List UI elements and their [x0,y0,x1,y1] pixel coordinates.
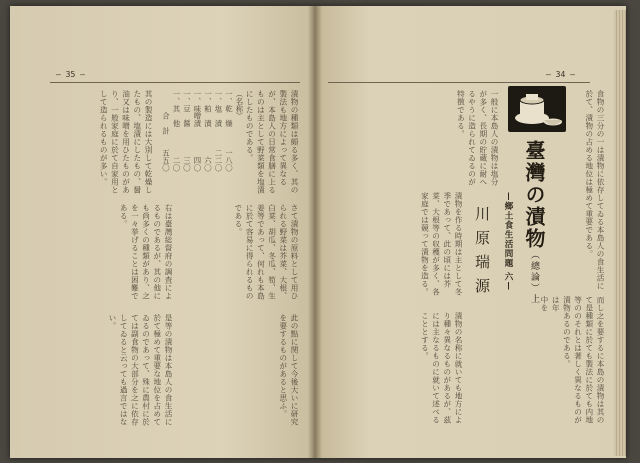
page-number-left: — 35 — [56,70,85,79]
table-row: 合 計 五五〇 [161,90,171,172]
left-page [10,6,314,458]
author-name: 川原瑞源 [473,206,491,302]
right-page [314,6,626,458]
page-number-right: — 34 — [546,70,575,79]
text-column: 其の製造には大別して乾燥したもの、塩漬にしたもの、醤油又は味噌を用ひたものがあり、一般家庭に於て自家用として造られるものが多い。 [99,90,153,194]
text-column: 食物の三分の一は漬物に依存してゐる本島人の食生活に於て、漬物の占める地位は極めて重要である。 [584,90,605,290]
table-row: 一、粕 漬 六〇 [203,90,213,172]
table-header: （名称） [235,90,244,120]
text-column: 之を要するに本島の漬物は其の種類に於ても製法に於ても内地のそれとは著しく異なるものがあるのである。 [562,312,605,424]
book-gutter [308,6,322,458]
table-row: 一、味噌漬 四〇 [193,90,202,172]
text-column: 是等の漬物は本島人の食生活に於て極めて重要な地位を占めてゐるのであって、殊に農村に於ては副食物の大部分を之に依存してゐると云っても過言ではない。 [107,314,173,426]
article-subtitle: —鄉土食生活問題 六— [503,192,513,291]
text-column: 漬物の名称に就いても地方により種々異なるものがあるが、茲には主なるものに就いて述べることとする。 [420,312,463,424]
table-row: 一、塩 漬 二二〇 [214,90,223,172]
header-rule-right [328,82,590,83]
article-title [520,140,549,305]
header-rule-left [50,82,300,83]
article-title-text: 臺灣の漬物 [522,140,546,250]
book-spread [10,6,626,458]
text-column: 而して是等の漬物は年中を [540,296,605,312]
pickle-jar-icon [508,86,566,132]
text-column: 右は臺灣総督府の調査によるものであるが、其の他にも尚多くの種類があり、之を一々挙げることは困難である。 [119,204,173,300]
table-row: 一、其 他 二〇 [172,90,181,172]
text-column: 此の點に関して今後大いに研究を要するものがあると思ふ。 [278,314,299,426]
table-row: 一、豆 醤 三〇 [182,90,192,172]
text-column: 漬物の種類は頗る多く、其の製法も地方によって異なるが、本島人の日常食膳に上るものは主として野菜類を塩漬にしたものである。 [245,90,299,194]
table-row: 一、乾 燥 一八〇 [224,90,234,172]
page-edges [614,10,626,456]
text-column: さて漬物の原料として用ひられる野菜は芥菜、大根、白菜、胡瓜、冬瓜、筍、生姜等であって、何れも本島に於て容易に得られるものである。 [233,204,299,300]
text-column: 漬物を作る時期は主として冬季であって、此の頃には芥菜、大根等の収穫が多く、各家庭では競って漬物を造る。 [420,192,463,296]
text-column: 一般に本島人の漬物は塩分が多く、長期の貯蔵に耐へるやうに造られてゐるのが特徴である。 [456,90,499,186]
pickle-jar-illustration [508,86,566,132]
article-title-suffix: （總論）上 [529,250,539,305]
